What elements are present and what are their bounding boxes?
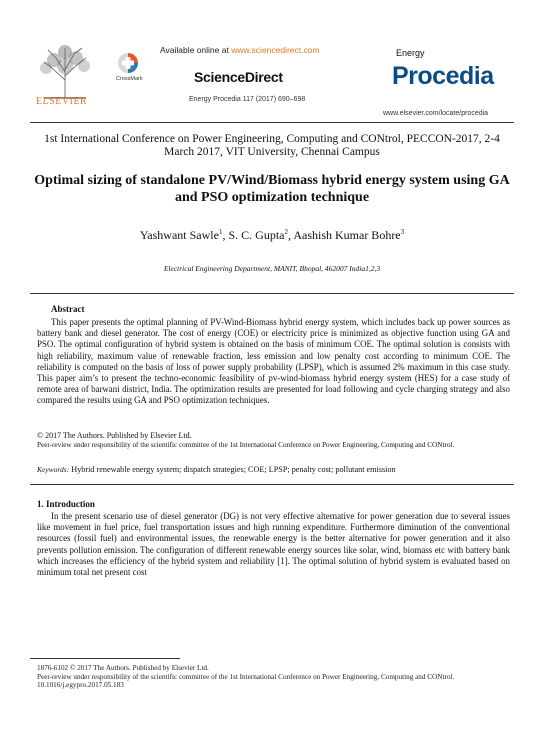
abstract-copyright: © 2017 The Authors. Published by Elsevier Ltd. [37,431,192,440]
keywords-label: Keywords: [37,465,70,474]
affiliation: Electrical Engineering Department, MANIT, Bhopal, 462007 India1,2,3 [163,264,381,273]
author-2: , S. C. Gupta [222,228,285,242]
footer-doi[interactable]: 10.1016/j.egypro.2017.05.183 [37,681,124,690]
abstract-top-divider [30,293,514,294]
introduction-heading: 1. Introduction [37,499,95,509]
author-3: , Aashish Kumar Bohre [287,228,401,242]
elsevier-tree-logo [34,40,96,100]
header-divider [30,122,514,123]
footer [37,664,513,690]
journal-name-large: Procedia [392,62,494,90]
author-1-affil: 1 [218,228,223,236]
abstract-body: This paper presents the optimal planning of PV-Wind-Biomass hybrid energy system, which includes back up power sources as battery bank and diesel generator. The cost of energy (COE) or electricity price is minimized as objective function using GA and PSO. The optimal configuration of hybrid system is obtained on the basis of minimum COE. The optimal solution is consists with high reliability, maximum value of renewable fraction, less emission and low penalty cost according to minimum COE. The reliability is computed on the basis of loss of power supply probability (LPSP), which is assumed 2% maximum in this case study. This paper aim’s to present the techno-economic feasibility of pv-wind-biomass hybrid energy system (HES) for a case study of remote area of barwani district, India. The optimization results are presented for load following and cycle charging strategy and also compared the results using GA and PSO optimization techniques. [37,317,510,406]
footer-divider [30,658,180,659]
available-online-line [160,45,320,55]
author-2-affil: 2 [284,228,288,236]
crossmark-label: CrossMark [116,76,143,82]
conference-line: 1st International Conference on Power Engineering, Computing and CONtrol, PECCON-2017, 2-4 March 2017, VIT University, Chennai Campus [44,133,500,158]
introduction-body: In the present scenario use of diesel generator (DG) is not very effective alternative for power generation due to several issues like movement in fuel price, fuel transportation issues and high running expenditure. Furthermore diminution of the conventional resources (fossil fuel) and environmental issues, the renewable energy is the better alternative for power generation and it also prevents pollution emission. The configuration of different renewable energy sources like solar, wind, biomass etc with battery bank which increases the efficiency of the hybrid system and reliability [1]. The optimal solution of hybrid system is evaluated based on minimum total net present cost [37,511,510,578]
sciencedirect-link[interactable]: www.sciencedirect.com [231,45,320,55]
available-prefix: Available online at [160,45,232,55]
author-1: Yashwant Sawle [139,228,219,242]
author-list [30,228,514,243]
keywords-text: Hybrid renewable energy system; dispatch strategies; COE; LPSP; penalty cost; pollutant emission [69,465,396,474]
keywords-line [37,465,396,474]
elsevier-wordmark: ELSEVIER [36,96,88,107]
crossmark-icon[interactable] [117,52,139,74]
footer-peer-review: Peer-review under responsibility of the scientific committee of the 1st International Conference on Power Engineering, Computing and CONtrol. [37,672,455,681]
sciencedirect-wordmark: ScienceDirect [194,69,283,85]
journal-website-link[interactable]: www.elsevier.com/locate/procedia [383,110,489,117]
abstract-peer-review: Peer-review under responsibility of the scientific committee of the 1st International Conference on Power Engineering, Computing and CONtrol. [37,441,455,449]
abstract-heading: Abstract [51,304,85,314]
author-3-affil: 3 [400,228,405,236]
footer-issn: 1876-6102 © 2017 The Authors. Published by Elsevier Ltd. [37,664,209,672]
abstract-bottom-divider [30,484,514,485]
journal-name-small: Energy [396,48,425,58]
journal-reference: Energy Procedia 117 (2017) 690–698 [189,96,306,103]
paper-title: Optimal sizing of standalone PV/Wind/Biomass hybrid energy system using GA and PSO optimization technique [34,173,510,205]
